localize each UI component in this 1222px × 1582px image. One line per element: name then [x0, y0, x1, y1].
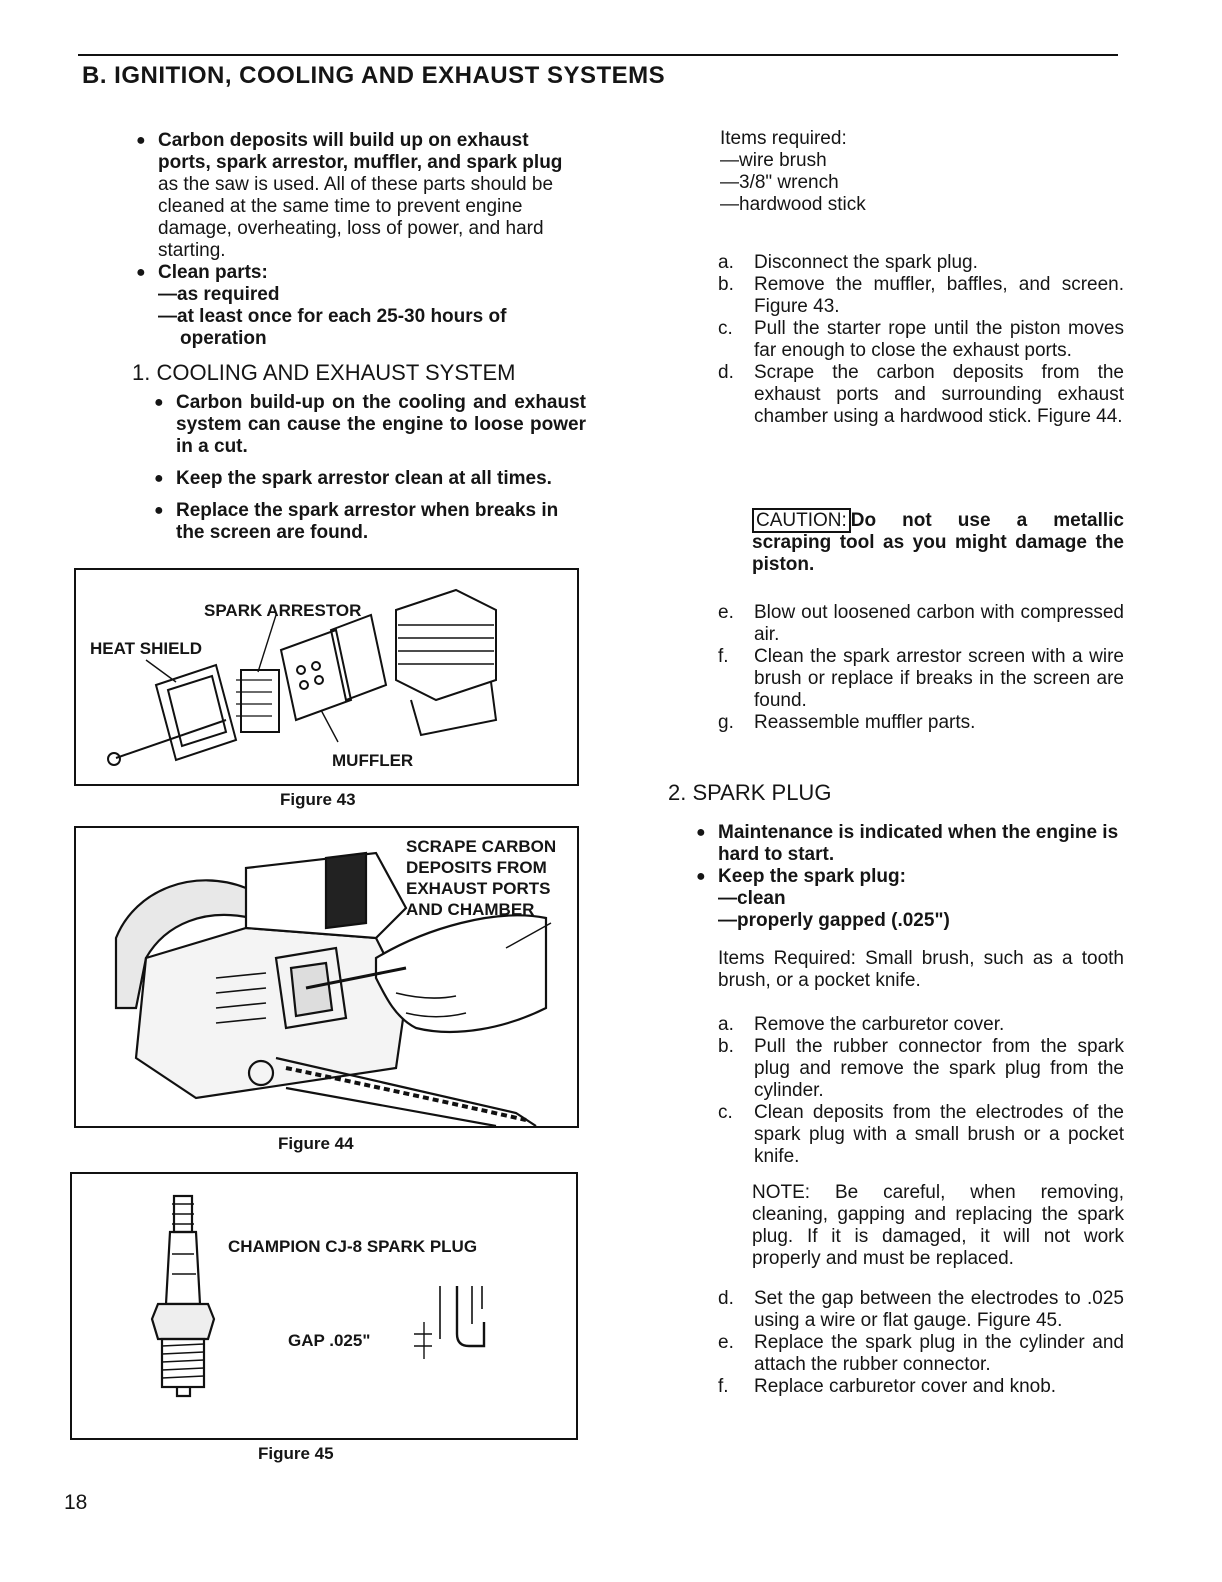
items-required-stick: —hardwood stick — [720, 194, 866, 215]
spark-step-c-text: Clean deposits from the electrodes of the spark plug with a small brush or a pocket knife. — [754, 1102, 1124, 1167]
cooling-bullet-1-text: Carbon build-up on the cooling and exhaust system can cause the engine to loose power in a cut. — [176, 392, 586, 457]
step-letter: a. — [718, 1014, 734, 1035]
spark-dash-clean: —clean — [718, 888, 786, 909]
label-scrape-line2: DEPOSITS FROM — [406, 858, 547, 877]
caution-text: Do not use a metallic scraping tool as you might damage the piston. — [752, 510, 1124, 575]
label-scrape-carbon — [406, 836, 556, 920]
spark-step-d — [718, 1288, 1124, 1332]
note-block: NOTE: Be careful, when removing, cleaning, gapping and replacing the spark plug. If it is damaged, it will not work properly and must be replaced. — [752, 1182, 1124, 1269]
steps-cooling-a-d — [718, 252, 1124, 428]
step-e-text: Blow out loosened carbon with compressed air. — [754, 602, 1124, 645]
figure-45-box — [70, 1172, 578, 1440]
spark-plug-bullets — [696, 822, 1126, 932]
label-scrape-line1: SCRAPE CARBON — [406, 837, 557, 856]
label-heat-shield: HEAT SHIELD — [90, 639, 203, 658]
intro-bullet-carbon-rest: as the saw is used. All of these parts should be cleaned at the same time to prevent engine damage, overheating, loss of power, and hard starting. — [158, 174, 554, 261]
step-letter: f. — [718, 1376, 729, 1397]
items-required-wrench: —3/8" wrench — [720, 172, 839, 193]
page-number: 18 — [64, 1491, 88, 1514]
step-e — [718, 602, 1124, 646]
intro-clean-dash1: —as required — [158, 284, 280, 305]
top-rule — [78, 54, 1118, 56]
spark-plug-illustration — [72, 1174, 576, 1438]
step-letter: d. — [718, 1288, 734, 1309]
steps-spark-a-c — [718, 1014, 1124, 1168]
cooling-bullets — [154, 392, 586, 544]
cooling-bullet-2-text: Keep the spark arrestor clean at all times. — [176, 468, 552, 489]
spark-plug-heading: 2. SPARK PLUG — [668, 780, 832, 805]
spark-items-required: Items Required: Small brush, such as a tooth brush, or a pocket knife. — [718, 948, 1124, 991]
step-letter: a. — [718, 252, 734, 273]
spark-step-e-text: Replace the spark plug in the cylinder and attach the rubber connector. — [754, 1332, 1124, 1375]
bullet-icon: ● — [136, 264, 146, 281]
step-g-text: Reassemble muffler parts. — [754, 712, 976, 733]
cooling-heading: 1. COOLING AND EXHAUST SYSTEM — [132, 360, 516, 385]
step-letter: e. — [718, 1332, 734, 1353]
bullet-icon: ● — [696, 868, 706, 885]
spark-bullet-2-text: Keep the spark plug: — [718, 866, 906, 887]
intro-bullet-carbon-bold: Carbon deposits will build up on exhaust ports, spark arrestor, muffler, and spark plug — [158, 130, 563, 173]
items-required-title: Items required: — [720, 128, 847, 149]
figure-44-box — [74, 826, 579, 1128]
label-spark-arrestor: SPARK ARRESTOR — [204, 601, 362, 620]
step-c-text: Pull the starter rope until the piston moves far enough to close the exhaust ports. — [754, 318, 1124, 361]
caution-block — [752, 510, 1124, 576]
bullet-icon: ● — [154, 470, 164, 487]
label-gap: GAP .025" — [288, 1331, 371, 1350]
intro-clean-dash2: —at least once for each 25-30 hours of operation — [158, 306, 507, 349]
cooling-bullet-3-text: Replace the spark arrestor when breaks in the screen are found. — [176, 500, 559, 543]
step-f-text: Clean the spark arrestor screen with a wire brush or replace if breaks in the screen are found. — [754, 646, 1124, 711]
cooling-bullet-1 — [154, 392, 586, 458]
label-scrape-line3: EXHAUST PORTS — [406, 879, 551, 898]
step-a-text: Disconnect the spark plug. — [754, 252, 978, 273]
step-letter: b. — [718, 274, 734, 295]
step-letter: b. — [718, 1036, 734, 1057]
figure-43-box — [74, 568, 579, 786]
spark-step-f-text: Replace carburetor cover and knob. — [754, 1376, 1057, 1397]
intro-block — [136, 130, 582, 350]
figure-44-caption: Figure 44 — [278, 1134, 354, 1153]
cooling-bullet-2 — [154, 468, 586, 490]
intro-clean-title: Clean parts: — [158, 262, 268, 283]
step-b — [718, 274, 1124, 318]
bullet-icon: ● — [154, 394, 164, 411]
step-c — [718, 318, 1124, 362]
section-title: B. IGNITION, COOLING AND EXHAUST SYSTEMS — [82, 62, 666, 89]
spark-step-e — [718, 1332, 1124, 1376]
step-a — [718, 252, 1124, 274]
step-letter: g. — [718, 712, 734, 733]
step-letter: d. — [718, 362, 734, 383]
figure-45-caption: Figure 45 — [258, 1444, 334, 1463]
step-f — [718, 646, 1124, 712]
bullet-icon: ● — [154, 502, 164, 519]
step-letter: e. — [718, 602, 734, 623]
step-letter: f. — [718, 646, 729, 667]
items-required-wire-brush: —wire brush — [720, 150, 827, 171]
step-b-text: Remove the muffler, baffles, and screen. Figure 43. — [754, 274, 1124, 317]
spark-bullet-1 — [696, 822, 1126, 866]
step-g — [718, 712, 1124, 734]
spark-step-f — [718, 1376, 1124, 1398]
bullet-icon: ● — [696, 824, 706, 841]
spark-step-b — [718, 1036, 1124, 1102]
spark-step-a — [718, 1014, 1124, 1036]
spark-step-d-text: Set the gap between the electrodes to .025 using a wire or flat gauge. Figure 45. — [754, 1288, 1124, 1331]
steps-cooling-e-g — [718, 602, 1124, 734]
caution-tag: CAUTION: — [752, 508, 851, 533]
spark-dash-gapped: —properly gapped (.025") — [718, 910, 950, 931]
step-d — [718, 362, 1124, 428]
step-letter: c. — [718, 318, 733, 339]
intro-bullet-carbon — [136, 130, 582, 262]
steps-spark-d-f — [718, 1288, 1124, 1398]
spark-bullet-1-text: Maintenance is indicated when the engine is hard to start. — [718, 822, 1119, 865]
bullet-icon: ● — [136, 132, 146, 149]
spark-step-a-text: Remove the carburetor cover. — [754, 1014, 1005, 1035]
spark-step-c — [718, 1102, 1124, 1168]
label-champion-plug: CHAMPION CJ-8 SPARK PLUG — [228, 1237, 478, 1256]
label-muffler: MUFFLER — [332, 751, 414, 770]
spark-bullet-2 — [696, 866, 1126, 932]
intro-bullet-clean — [136, 262, 582, 350]
spark-step-b-text: Pull the rubber connector from the spark plug and remove the spark plug from the cylinder. — [754, 1036, 1124, 1101]
cooling-bullet-3 — [154, 500, 586, 544]
figure-43-caption: Figure 43 — [280, 790, 356, 809]
label-scrape-line4: AND CHAMBER — [406, 900, 535, 919]
step-d-text: Scrape the carbon deposits from the exhaust ports and surrounding exhaust chamber using a hardwood stick. Figure 44. — [754, 362, 1124, 427]
step-letter: c. — [718, 1102, 733, 1123]
items-required-block — [720, 128, 1120, 216]
